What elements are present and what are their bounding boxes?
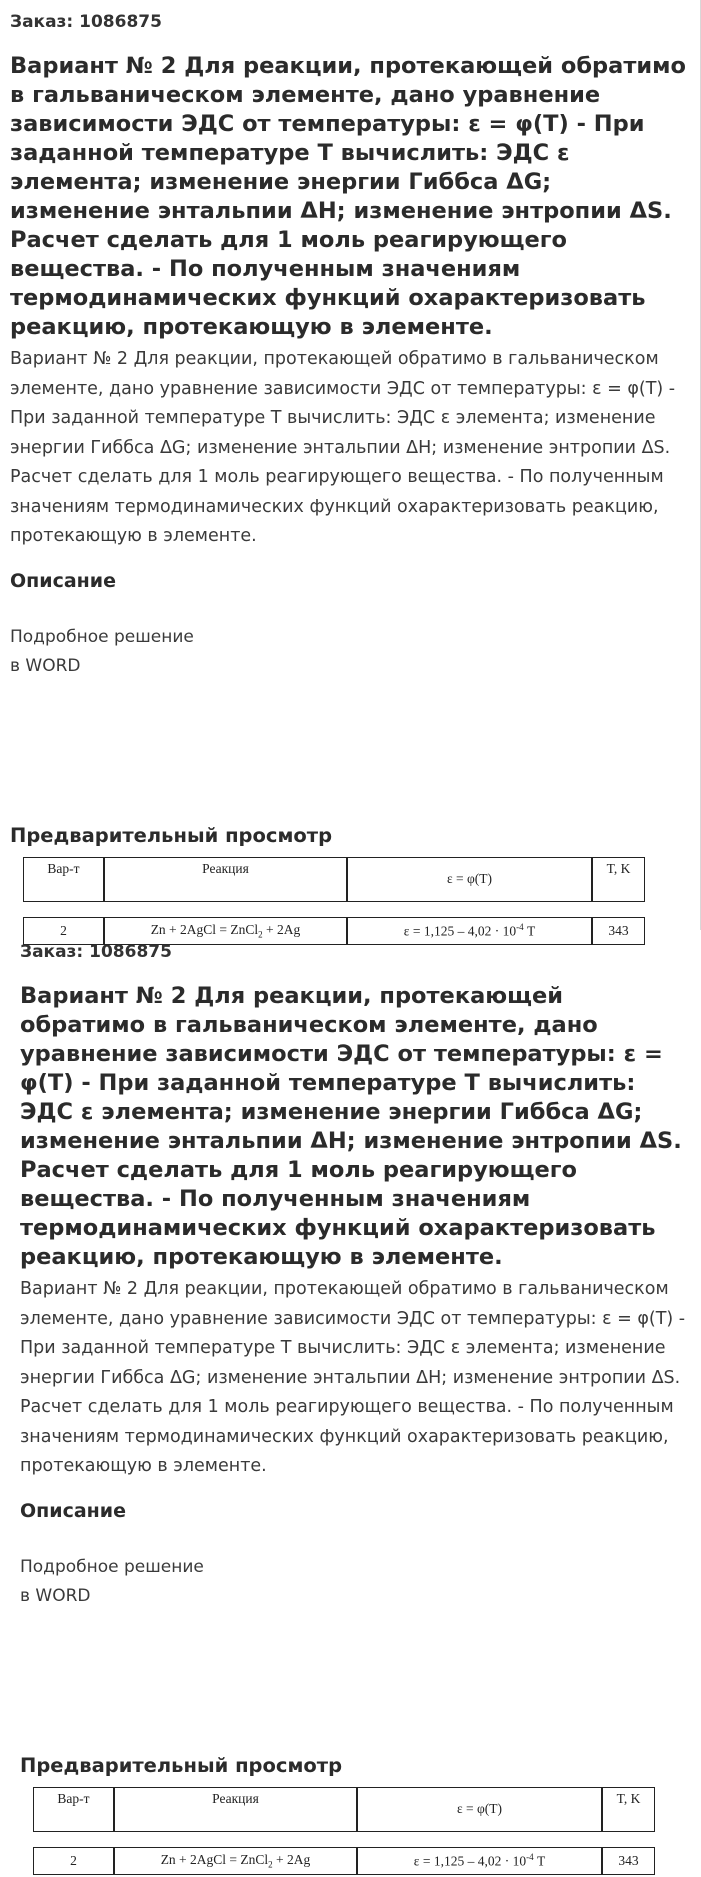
cell-emf: $\varepsilon = 1,125 - 4,02 \cdot 10^{-4}$ T xyxy=(347,917,592,945)
cell-variant: 2 xyxy=(23,917,104,945)
order-text: Вариант № 2 Для реакции, протекающей обратимо в гальваническом элементе, дано уравнение зависимости ЭДС от температуры: ε = φ(T) - При заданной температуре T вычислить: ЭДС ε элемента; изменение энергии Гиббса ΔG; изменение энтальпии ΔH; изменение энтропии ΔS. Расчет сделать для 1 моль реагирующего вещества. - По полученным значениям термодинамических функций охарактеризовать реакцию, протекающую в элементе. xyxy=(10,349,676,546)
solution-note xyxy=(20,1553,693,1611)
description-heading: Описание xyxy=(10,569,117,592)
order-title: Вариант № 2 Для реакции, протекающей обратимо в гальваническом элементе, дано уравнение зависимости ЭДС от температуры: ε = φ(T) - При заданной температуре T вычислить: ЭДС ε элемента; изменение энергии Гиббса ΔG; изменение энтальпии ΔH; изменение энтропии ΔS. Расчет сделать для 1 моль реагирующего вещества. - По полученным значениям термодинамических функций охарактеризовать реакцию, протекающую в элементе. xyxy=(10,53,686,340)
header-temperature: T, K xyxy=(602,1787,655,1832)
solution-line-2: в WORD xyxy=(10,655,81,676)
header-variant: Вар-т xyxy=(33,1787,114,1832)
order-number: Заказ: 1086875 xyxy=(20,942,172,962)
cell-variant: 2 xyxy=(33,1847,114,1875)
header-emf: ε = φ(T) xyxy=(347,857,592,902)
header-reaction: Реакция xyxy=(114,1787,357,1832)
order-title: Вариант № 2 Для реакции, протекающей обратимо в гальваническом элементе, дано уравнение зависимости ЭДС от температуры: ε = φ(T) - При заданной температуре T вычислить: ЭДС ε элемента; изменение энергии Гиббса ΔG; изменение энтальпии ΔH; изменение энтропии ΔS. Расчет сделать для 1 моль реагирующего вещества. - По полученным значениям термодинамических функций охарактеризовать реакцию, протекающую в элементе. xyxy=(20,983,682,1270)
solution-note xyxy=(10,623,692,681)
cell-temperature: 343 xyxy=(592,917,645,945)
preview-heading: Предварительный просмотр xyxy=(10,823,333,847)
solution-line-1: Подробное решение xyxy=(20,1556,204,1577)
cell-reaction: Zn + 2AgCl = ZnCl$_2$ + 2Ag xyxy=(114,1847,357,1875)
header-variant: Вар-т xyxy=(23,857,104,902)
solution-line-2: в WORD xyxy=(20,1585,91,1606)
solution-line-1: Подробное решение xyxy=(10,626,194,647)
order-text: Вариант № 2 Для реакции, протекающей обратимо в гальваническом элементе, дано уравнение зависимости ЭДС от температуры: ε = φ(T) - При заданной температуре T вычислить: ЭДС ε элемента; изменение энергии Гиббса ΔG; изменение энтальпии ΔH; изменение энтропии ΔS. Расчет сделать для 1 моль реагирующего вещества. - По полученным значениям термодинамических функций охарактеризовать реакцию, протекающую в элементе. xyxy=(20,1279,686,1476)
order-number: Заказ: 1086875 xyxy=(10,12,162,32)
header-emf: ε = φ(T) xyxy=(357,1787,602,1832)
cell-reaction: Zn + 2AgCl = ZnCl$_2$ + 2Ag xyxy=(104,917,347,945)
header-reaction: Реакция xyxy=(104,857,347,902)
description-heading: Описание xyxy=(20,1499,127,1522)
cell-emf: $\varepsilon = 1,125 - 4,02 \cdot 10^{-4}$ T xyxy=(357,1847,602,1875)
order-card-duplicate xyxy=(0,930,701,1870)
header-temperature: T, K xyxy=(592,857,645,902)
preview-heading: Предварительный просмотр xyxy=(20,1753,343,1777)
cell-temperature: 343 xyxy=(602,1847,655,1875)
preview-table xyxy=(33,1787,641,1877)
